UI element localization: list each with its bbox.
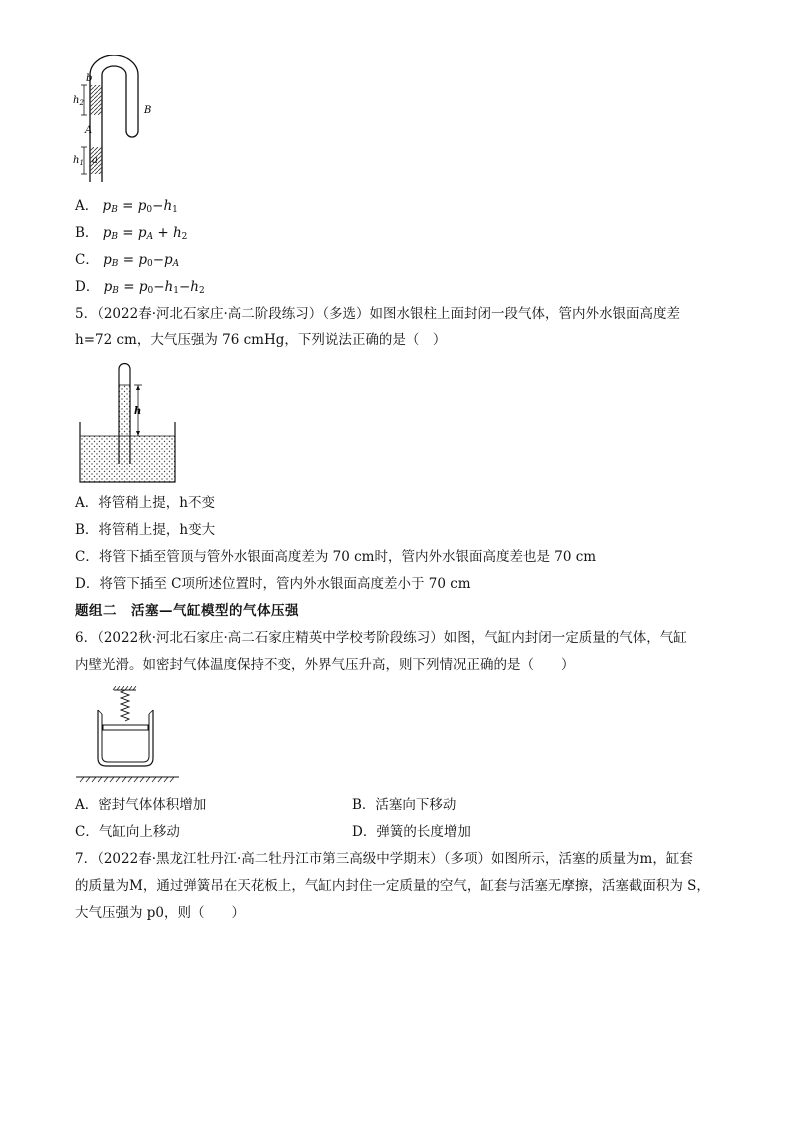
q5-option-b: B．将管稍上提，h变大 xyxy=(75,522,216,538)
q6-stem-line2: 内壁光滑。如密封气体温度保持不变，外界气压升高，则下列情况正确的是（ ） xyxy=(75,657,575,673)
label-a-level: a xyxy=(92,155,98,166)
label-B: B xyxy=(144,105,152,116)
q4-option-b: B． $p_B = p_A + h_2$ xyxy=(75,225,188,242)
mercury-tube-figure xyxy=(78,360,178,485)
q4-option-d: D． $p_B = p_0-h_1-h_2$ xyxy=(75,279,205,296)
cylinder-spring-figure xyxy=(76,686,181,786)
label-a-gas: A xyxy=(85,125,93,136)
q4-option-c: C． $p_B = p_0-p_A$ xyxy=(75,252,180,269)
q6-stem-line1: 6．（2022秋·河北石家庄·高二石家庄精英中学校考阶段练习）如图，气缸内封闭一定质量的气体，气缸 xyxy=(75,630,687,646)
q6-option-b: B．活塞向下移动 xyxy=(352,797,457,813)
q4-option-a: A． $p_B = p_0-h_1$ xyxy=(75,198,178,215)
label-b: b xyxy=(86,73,93,84)
u-tube-figure xyxy=(70,55,170,185)
q5-stem-line1: 5．（2022春·河北石家庄·高二阶段练习）（多选）如图水银柱上面封闭一段气体，管内外水银面高度差 xyxy=(75,306,681,322)
label-h2: $h_2$ xyxy=(73,95,84,107)
q5-option-d: D．将管下插至 C项所述位置时，管内外水银面高度差小于 70 cm xyxy=(75,576,471,592)
q6-option-a: A．密封气体体积增加 xyxy=(75,797,207,813)
label-h: h xyxy=(134,406,142,417)
label-h1: $h_1$ xyxy=(73,155,84,167)
q7-stem-line3: 大气压强为 p0，则（ ） xyxy=(75,905,246,921)
q5-option-c: C．将管下插至管顶与管外水银面高度差为 70 cm时，管内外水银面高度差也是 70 cm xyxy=(75,549,597,565)
q6-option-c: C．气缸向上移动 xyxy=(75,824,180,840)
q5-stem-line2: h=72 cm，大气压强为 76 cmHg，下列说法正确的是（ ） xyxy=(75,332,447,348)
q7-stem-line1: 7．（2022春·黑龙江牡丹江·高二牡丹江市第三高级中学期末）（多项）如图所示，活塞的质量为m，缸套 xyxy=(75,851,693,867)
section-heading: 题组二 活塞—气缸模型的气体压强 xyxy=(75,603,299,619)
q6-option-d: D．弹簧的长度增加 xyxy=(352,824,471,840)
q7-stem-line2: 的质量为M，通过弹簧吊在天花板上，气缸内封住一定质量的空气，缸套与活塞无摩擦，活塞截面积为 S， xyxy=(75,878,710,894)
q5-option-a: A．将管稍上提，h不变 xyxy=(75,495,215,511)
